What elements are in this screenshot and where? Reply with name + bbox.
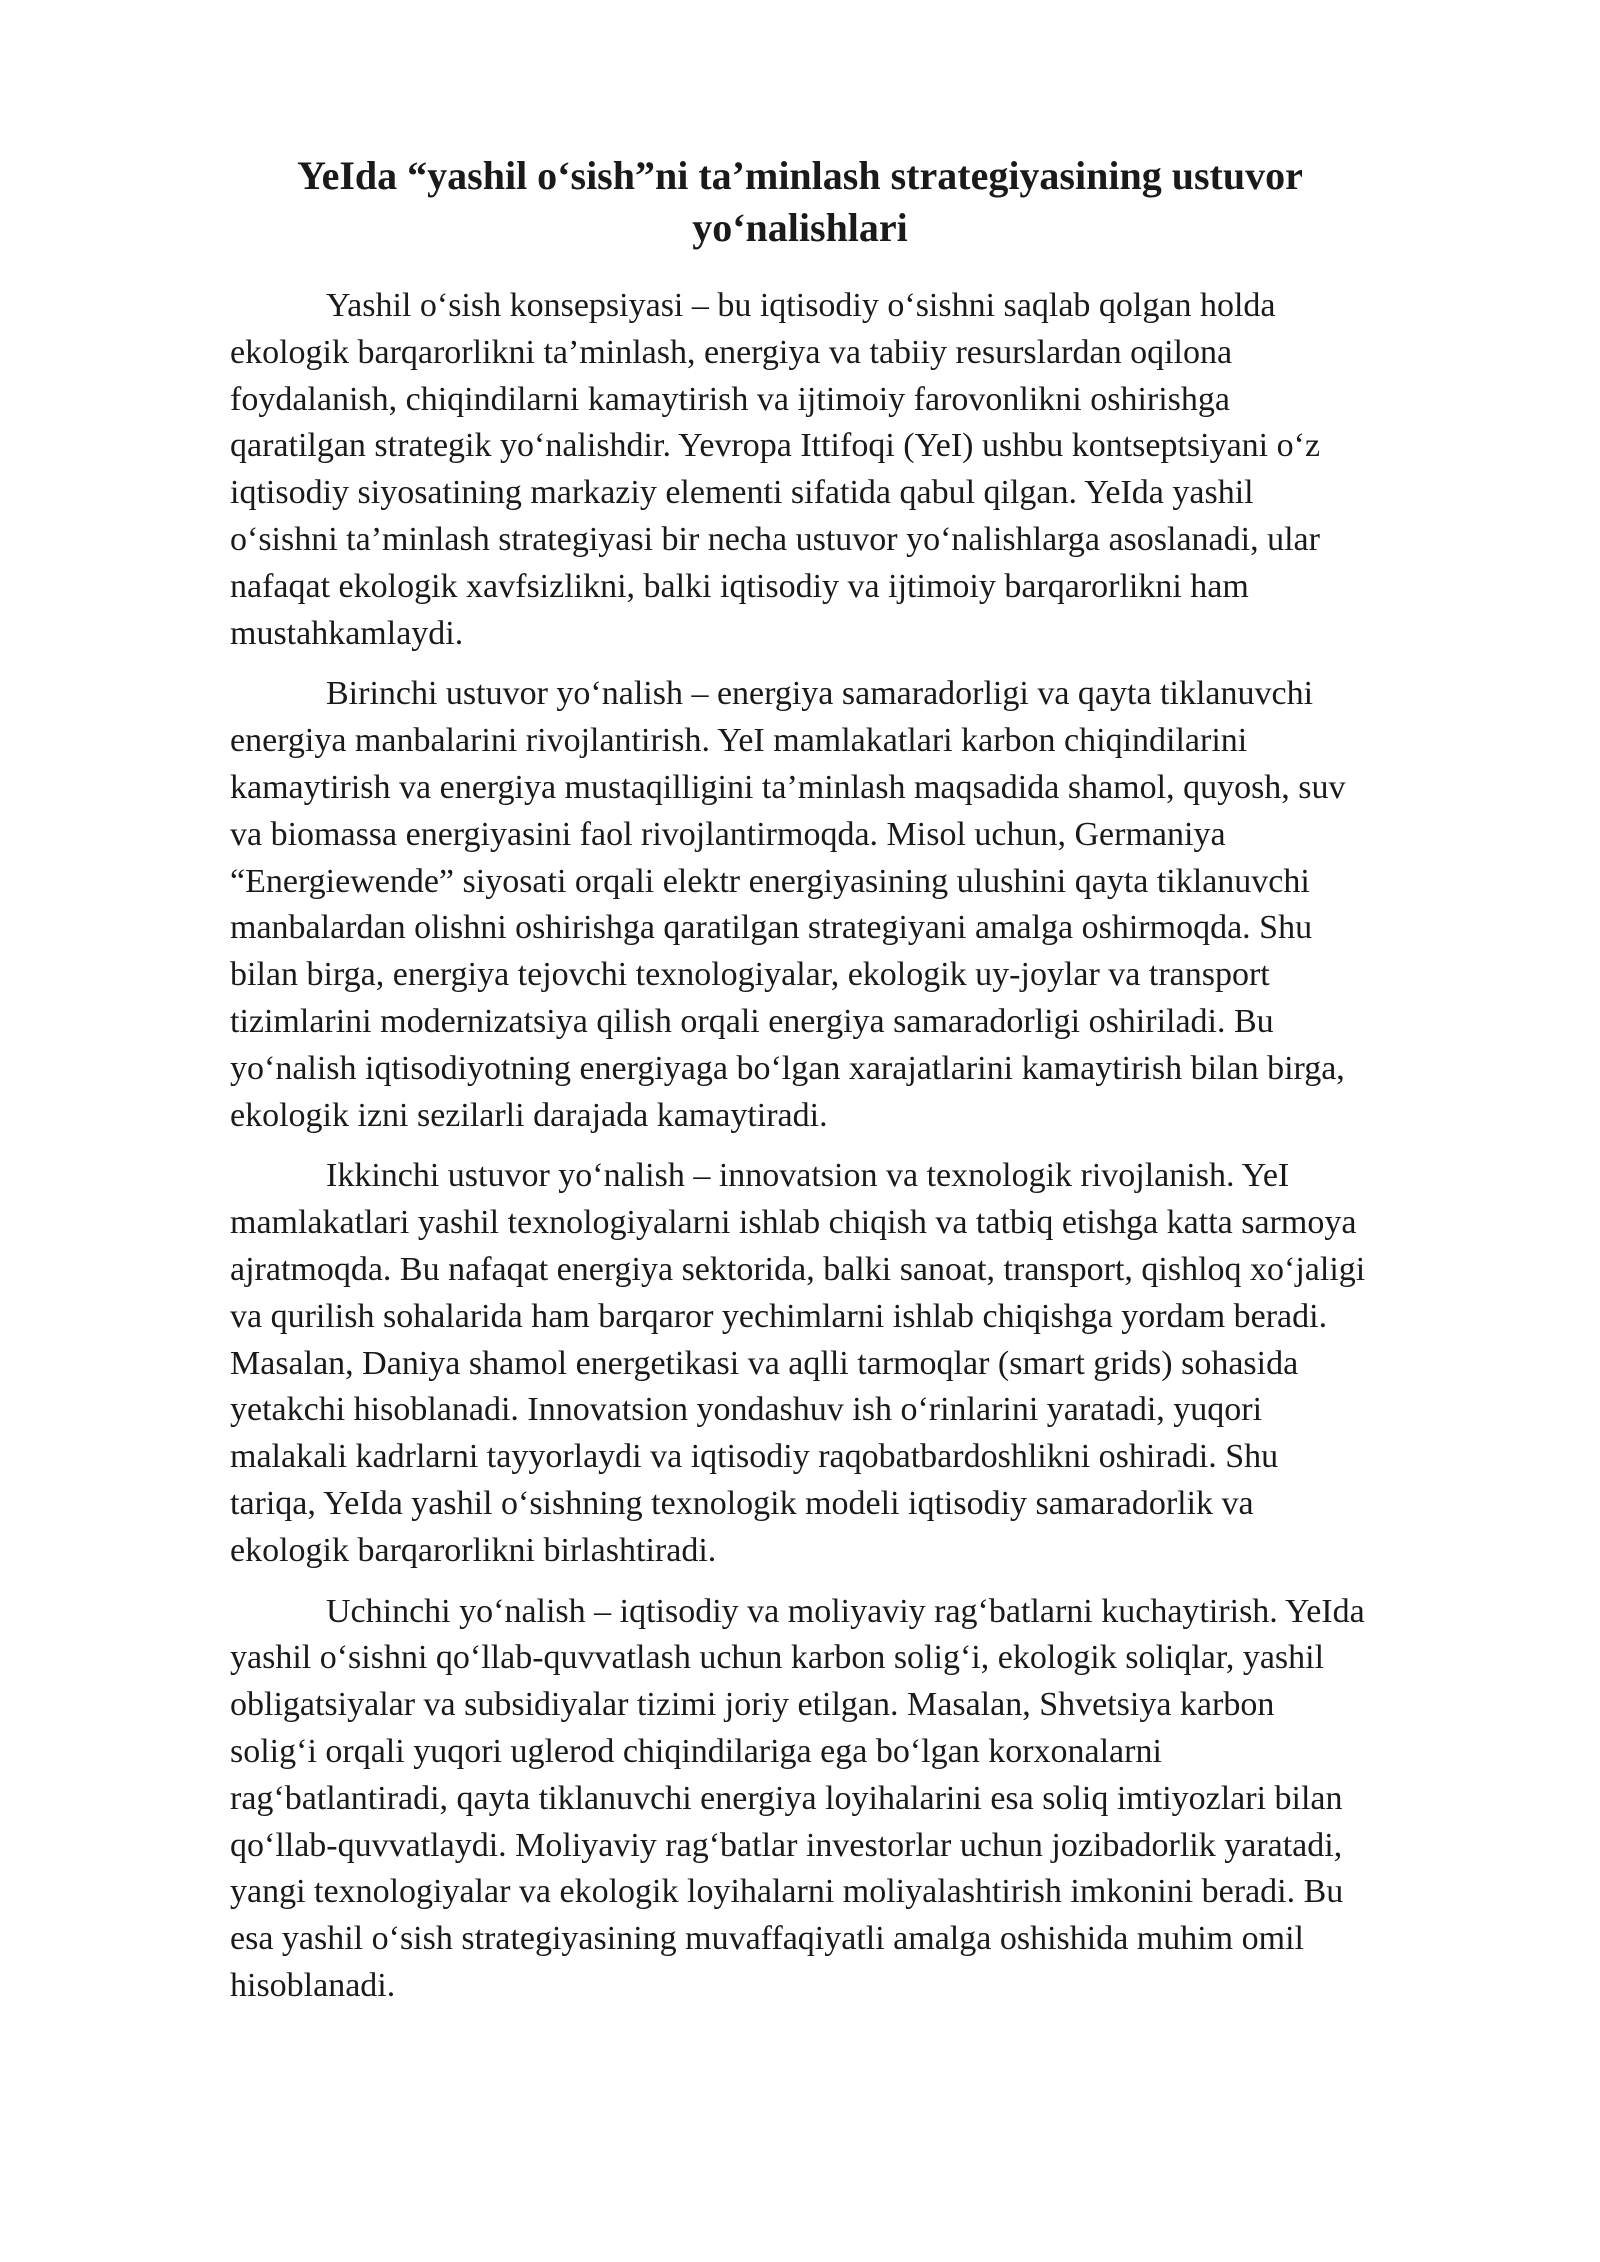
- text-line: malakali kadrlarni tayyorlaydi va iqtisodiy raqobatbardoshlikni oshiradi. Shu: [230, 1438, 1279, 1476]
- text-line: “Energiewende” siyosati orqali elektr energiyasining ulushini qayta tiklanuvchi: [230, 862, 1310, 900]
- text-line: energiya manbalarini rivojlantirish. YeI mamlakatlari karbon chiqindilarini: [230, 722, 1248, 760]
- text-line: qaratilgan strategik yo‘nalishdir. Yevropa Ittifoqi (YeI) ushbu kontseptsiyani o‘z: [230, 427, 1321, 465]
- text-line: Masalan, Daniya shamol energetikasi va aqlli tarmoqlar (smart grids) sohasida: [230, 1344, 1299, 1382]
- text-line: qo‘llab-quvvatlaydi. Moliyaviy rag‘batlar investorlar uchun jozibadorlik yaratadi,: [230, 1826, 1343, 1864]
- text-line: iqtisodiy siyosatining markaziy elementi sifatida qabul qilgan. YeIda yashil: [230, 474, 1254, 512]
- text-line: yashil o‘sishni qo‘llab-quvvatlash uchun karbon solig‘i, ekologik soliqlar, yashil: [230, 1639, 1325, 1677]
- text-line: mamlakatlari yashil texnologiyalarni ishlab chiqish va tatbiq etishga katta sarmoya: [230, 1204, 1357, 1242]
- text-line: esa yashil o‘sish strategiyasining muvaffaqiyatli amalga oshishida muhim omil: [230, 1920, 1304, 1958]
- title-line: YeIda “yashil o‘sish”ni ta’minlash strategiyasining ustuvor: [297, 153, 1303, 198]
- text-line: tizimlarini modernizatsiya qilish orqali energiya samaradorligi oshiriladi. Bu: [230, 1002, 1274, 1040]
- text-line: mustahkamlaydi.: [230, 614, 464, 652]
- text-line: yo‘nalish iqtisodiyotning energiyaga bo‘lgan xarajatlarini kamaytirish bilan birga,: [230, 1049, 1345, 1087]
- paragraph-4: [230, 1589, 1520, 2010]
- text-line: Ikkinchi ustuvor yo‘nalish – innovatsion va texnologik rivojlanish. YeI: [326, 1157, 1290, 1195]
- text-line: bilan birga, energiya tejovchi texnologiyalar, ekologik uy-joylar va transport: [230, 956, 1270, 994]
- text-line: nafaqat ekologik xavfsizlikni, balki iqtisodiy va ijtimoiy barqarorlikni ham: [230, 567, 1249, 605]
- text-line: rag‘batlantiradi, qayta tiklanuvchi energiya loyihalarini esa soliq imtiyozlari bilan: [230, 1779, 1343, 1817]
- text-line: yangi texnologiyalar va ekologik loyihalarni moliyalashtirish imkonini beradi. Bu: [230, 1873, 1344, 1911]
- document-title: [232, 150, 1368, 254]
- text-line: ajratmoqda. Bu nafaqat energiya sektorida, balki sanoat, transport, qishloq xo‘jaligi: [230, 1250, 1366, 1288]
- text-line: foydalanish, chiqindilarni kamaytirish va ijtimoiy farovonlikni oshirishga: [230, 380, 1230, 418]
- paragraph-3: [230, 1153, 1520, 1574]
- text-line: ekologik izni sezilarli darajada kamaytiradi.: [230, 1096, 828, 1134]
- text-line: yetakchi hisoblanadi. Innovatsion yondashuv ish o‘rinlarini yaratadi, yuqori: [230, 1391, 1263, 1429]
- text-line: Birinchi ustuvor yo‘nalish – energiya samaradorligi va qayta tiklanuvchi: [326, 675, 1314, 713]
- text-line: va qurilish sohalarida ham barqaror yechimlarni ishlab chiqishga yordam beradi.: [230, 1297, 1328, 1335]
- text-line: va biomassa energiyasini faol rivojlantirmoqda. Misol uchun, Germaniya: [230, 815, 1226, 853]
- text-line: Uchinchi yo‘nalish – iqtisodiy va moliyaviy rag‘batlarni kuchaytirish. YeIda: [326, 1592, 1365, 1630]
- text-line: hisoblanadi.: [230, 1966, 396, 2004]
- text-line: solig‘i orqali yuqori uglerod chiqindilariga ega bo‘lgan korxonalarni: [230, 1732, 1162, 1770]
- text-line: ekologik barqarorlikni birlashtiradi.: [230, 1531, 717, 1569]
- text-line: Yashil o‘sish konsepsiyasi – bu iqtisodiy o‘sishni saqlab qolgan holda: [326, 287, 1276, 324]
- paragraph-1: [230, 283, 1520, 657]
- text-line: tariqa, YeIda yashil o‘sishning texnologik modeli iqtisodiy samaradorlik va: [230, 1484, 1254, 1522]
- text-line: ekologik barqarorlikni ta’minlash, energiya va tabiiy resurslardan oqilona: [230, 333, 1233, 371]
- title-line: yo‘nalishlari: [692, 205, 908, 250]
- text-line: kamaytirish va energiya mustaqilligini ta’minlash maqsadida shamol, quyosh, suv: [230, 768, 1346, 806]
- paragraph-2: [230, 671, 1520, 1139]
- document-body: [230, 283, 1520, 2024]
- text-line: manbalardan olishni oshirishga qaratilgan strategiyani amalga oshirmoqda. Shu: [230, 909, 1313, 947]
- text-line: obligatsiyalar va subsidiyalar tizimi joriy etilgan. Masalan, Shvetsiya karbon: [230, 1686, 1275, 1724]
- text-line: o‘sishni ta’minlash strategiyasi bir necha ustuvor yo‘nalishlarga asoslanadi, ular: [230, 520, 1320, 558]
